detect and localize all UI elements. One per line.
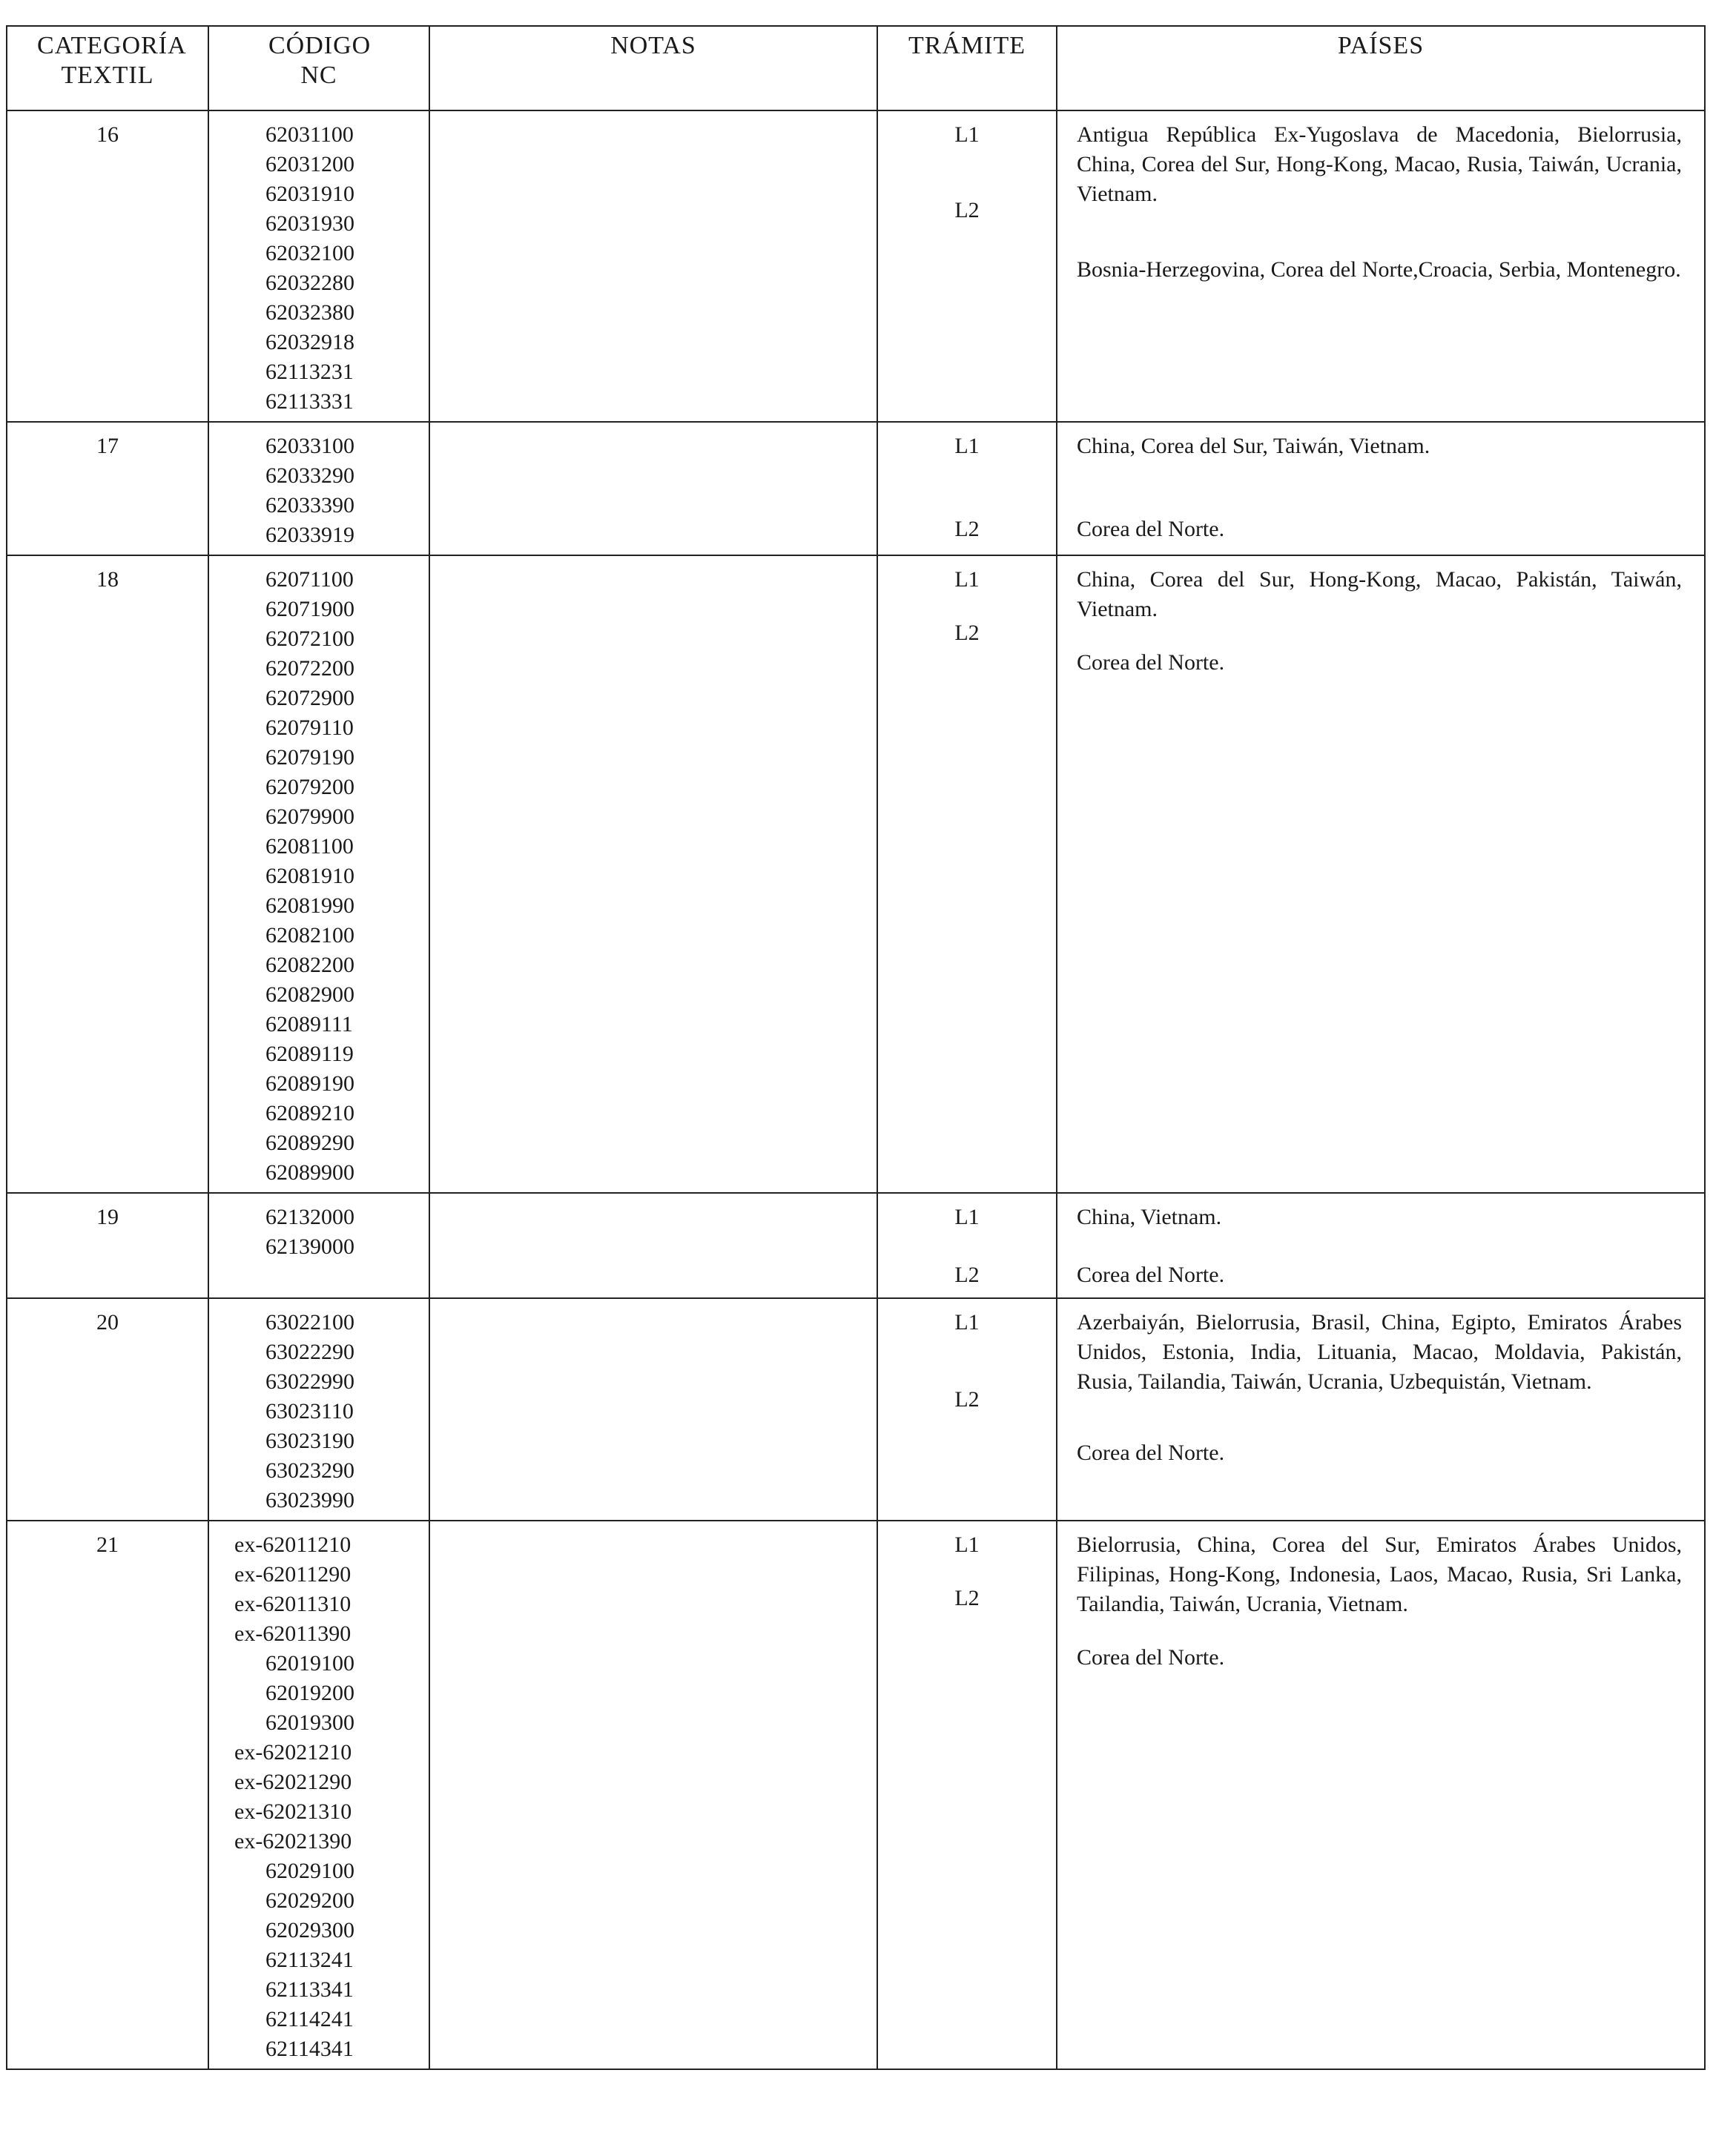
codigo-cell bbox=[208, 555, 429, 1193]
codigo-cell bbox=[208, 422, 429, 555]
nc-code: ex-62021290 bbox=[234, 1770, 352, 1794]
nc-code: 63023990 bbox=[265, 1488, 354, 1512]
codigo-cell bbox=[208, 110, 429, 422]
paises-text: China, Corea del Sur, Taiwán, Vietnam. bbox=[1077, 434, 1430, 458]
nc-code: 62079110 bbox=[265, 715, 354, 740]
codigo-cell bbox=[208, 1193, 429, 1298]
paises-text: China, Corea del Sur, Hong-Kong, Macao, Pakistán, Taiwán, Vietnam. bbox=[1077, 567, 1682, 621]
notas-cell bbox=[429, 422, 877, 555]
nc-code: 62071100 bbox=[265, 567, 354, 592]
nc-code: 62081990 bbox=[265, 893, 354, 918]
nc-code: 62089190 bbox=[265, 1071, 354, 1096]
nc-code: 62114241 bbox=[265, 2007, 354, 2031]
table-row bbox=[7, 110, 1705, 422]
nc-code: ex-62011390 bbox=[234, 1621, 351, 1646]
nc-code: 62033100 bbox=[265, 434, 354, 458]
nc-code: ex-62011310 bbox=[234, 1592, 351, 1616]
nc-code: ex-62011210 bbox=[234, 1532, 351, 1557]
tramite-value: L1 bbox=[954, 567, 980, 592]
nc-code: 63022990 bbox=[265, 1369, 354, 1394]
tramite-value: L1 bbox=[954, 122, 980, 147]
tramite-value: L1 bbox=[954, 1310, 980, 1335]
nc-code: ex-62021210 bbox=[234, 1740, 352, 1765]
paises-cell bbox=[1057, 1298, 1705, 1521]
paises-text: Corea del Norte. bbox=[1077, 1263, 1225, 1287]
paises-text: Corea del Norte. bbox=[1077, 517, 1225, 541]
nc-code: 62032918 bbox=[265, 330, 354, 354]
categoria-cell: 20 bbox=[7, 1298, 208, 1521]
nc-code: 62033919 bbox=[265, 523, 354, 547]
paises-cell bbox=[1057, 555, 1705, 1193]
nc-code: 62032380 bbox=[265, 300, 354, 325]
table-row bbox=[7, 1521, 1705, 2069]
nc-code: 62019300 bbox=[265, 1710, 354, 1735]
header-codigo: CÓDIGO NC bbox=[208, 26, 429, 110]
nc-code: 62139000 bbox=[265, 1234, 354, 1259]
tramite-value: L2 bbox=[954, 1586, 980, 1610]
nc-code: 62079200 bbox=[265, 775, 354, 799]
nc-code: ex-62021310 bbox=[234, 1799, 352, 1824]
nc-code: 62072100 bbox=[265, 626, 354, 651]
paises-cell bbox=[1057, 110, 1705, 422]
nc-code: 62082900 bbox=[265, 982, 354, 1007]
notas-cell bbox=[429, 1193, 877, 1298]
categoria-cell: 19 bbox=[7, 1193, 208, 1298]
paises-cell bbox=[1057, 1193, 1705, 1298]
nc-code: 62033290 bbox=[265, 463, 354, 488]
nc-code: ex-62021390 bbox=[234, 1829, 352, 1854]
tramite-value: L2 bbox=[954, 1263, 980, 1287]
paises-text: China, Vietnam. bbox=[1077, 1205, 1222, 1229]
header-categoria: CATEGORÍA TEXTIL bbox=[7, 26, 208, 110]
nc-code: 62113341 bbox=[265, 1977, 354, 2002]
paises-text: Corea del Norte. bbox=[1077, 1645, 1225, 1670]
nc-code: 62113331 bbox=[265, 389, 354, 414]
paises-cell bbox=[1057, 1521, 1705, 2069]
paises-text: Bielorrusia, China, Corea del Sur, Emiratos Árabes Unidos, Filipinas, Hong-Kong, Indonesia, Laos, Macao, Rusia, Sri Lanka, Tailandia, Taiwán, Ucrania, Vietnam. bbox=[1077, 1532, 1682, 1616]
tramite-cell bbox=[877, 422, 1057, 555]
nc-code: 62081910 bbox=[265, 864, 354, 888]
categoria-cell: 16 bbox=[7, 110, 208, 422]
tramite-cell bbox=[877, 1298, 1057, 1521]
nc-code: 62019200 bbox=[265, 1681, 354, 1705]
nc-code: 62029300 bbox=[265, 1918, 354, 1942]
nc-code: 62113231 bbox=[265, 360, 354, 384]
notas-cell bbox=[429, 555, 877, 1193]
tramite-value: L2 bbox=[954, 1387, 980, 1412]
notas-cell bbox=[429, 1521, 877, 2069]
nc-code: 63023190 bbox=[265, 1429, 354, 1453]
table-row bbox=[7, 1298, 1705, 1521]
nc-code: 62031930 bbox=[265, 211, 354, 236]
tramite-cell bbox=[877, 110, 1057, 422]
categoria-cell: 18 bbox=[7, 555, 208, 1193]
nc-code: 62081100 bbox=[265, 834, 354, 859]
paises-text: Corea del Norte. bbox=[1077, 650, 1225, 675]
nc-code: 62031910 bbox=[265, 182, 354, 206]
nc-code: 63022100 bbox=[265, 1310, 354, 1335]
header-row bbox=[7, 26, 1705, 110]
paises-cell bbox=[1057, 422, 1705, 555]
nc-code: 62079900 bbox=[265, 804, 354, 829]
table-row bbox=[7, 1193, 1705, 1298]
paises-text: Antigua República Ex-Yugoslava de Macedonia, Bielorrusia, China, Corea del Sur, Hong-Kong, Macao, Rusia, Taiwán, Ucrania, Vietnam. bbox=[1077, 122, 1682, 206]
nc-code: 62072200 bbox=[265, 656, 354, 681]
tramite-value: L1 bbox=[954, 1205, 980, 1229]
categoria-cell: 21 bbox=[7, 1521, 208, 2069]
tramite-value: L1 bbox=[954, 1532, 980, 1557]
notas-cell bbox=[429, 110, 877, 422]
tramite-value: L2 bbox=[954, 621, 980, 645]
tramite-value: L1 bbox=[954, 434, 980, 458]
nc-code: 62031200 bbox=[265, 152, 354, 176]
nc-code: 62072900 bbox=[265, 686, 354, 710]
nc-code: 62031100 bbox=[265, 122, 354, 147]
nc-code: 62029200 bbox=[265, 1888, 354, 1913]
nc-code: ex-62011290 bbox=[234, 1562, 351, 1587]
codigo-cell bbox=[208, 1521, 429, 2069]
nc-code: 62089290 bbox=[265, 1131, 354, 1155]
nc-code: 62114341 bbox=[265, 2037, 354, 2061]
tramite-value: L2 bbox=[954, 517, 980, 541]
paises-text: Bosnia-Herzegovina, Corea del Norte,Croacia, Serbia, Montenegro. bbox=[1077, 257, 1681, 282]
nc-code: 62089119 bbox=[265, 1042, 354, 1066]
textile-table-container bbox=[6, 25, 1704, 2070]
nc-code: 63023110 bbox=[265, 1399, 354, 1423]
table-row bbox=[7, 422, 1705, 555]
header-paises: PAÍSES bbox=[1057, 26, 1705, 110]
header-tramite: TRÁMITE bbox=[877, 26, 1057, 110]
nc-code: 62019100 bbox=[265, 1651, 354, 1676]
nc-code: 62032100 bbox=[265, 241, 354, 265]
nc-code: 62079190 bbox=[265, 745, 354, 770]
tramite-cell bbox=[877, 1193, 1057, 1298]
header-notas: NOTAS bbox=[429, 26, 877, 110]
nc-code: 62082200 bbox=[265, 953, 354, 977]
nc-code: 63022290 bbox=[265, 1340, 354, 1364]
tramite-value: L2 bbox=[954, 198, 980, 222]
nc-code: 63023290 bbox=[265, 1458, 354, 1483]
paises-text: Corea del Norte. bbox=[1077, 1441, 1225, 1465]
nc-code: 62113241 bbox=[265, 1948, 354, 1972]
nc-code: 62089900 bbox=[265, 1160, 354, 1185]
tramite-cell bbox=[877, 1521, 1057, 2069]
textile-table bbox=[6, 25, 1706, 2070]
nc-code: 62089111 bbox=[265, 1012, 353, 1036]
nc-code: 62032280 bbox=[265, 271, 354, 295]
notas-cell bbox=[429, 1298, 877, 1521]
nc-code: 62029100 bbox=[265, 1859, 354, 1883]
paises-text: Azerbaiyán, Bielorrusia, Brasil, China, Egipto, Emiratos Árabes Unidos, Estonia, India, Lituania, Macao, Moldavia, Pakistán, Rusia, Tailandia, Taiwán, Ucrania, Uzbequistán, Vietnam. bbox=[1077, 1310, 1682, 1394]
nc-code: 62071900 bbox=[265, 597, 354, 621]
nc-code: 62033390 bbox=[265, 493, 354, 517]
nc-code: 62082100 bbox=[265, 923, 354, 948]
nc-code: 62132000 bbox=[265, 1205, 354, 1229]
categoria-cell: 17 bbox=[7, 422, 208, 555]
tramite-cell bbox=[877, 555, 1057, 1193]
codigo-cell bbox=[208, 1298, 429, 1521]
nc-code: 62089210 bbox=[265, 1101, 354, 1125]
table-row bbox=[7, 555, 1705, 1193]
